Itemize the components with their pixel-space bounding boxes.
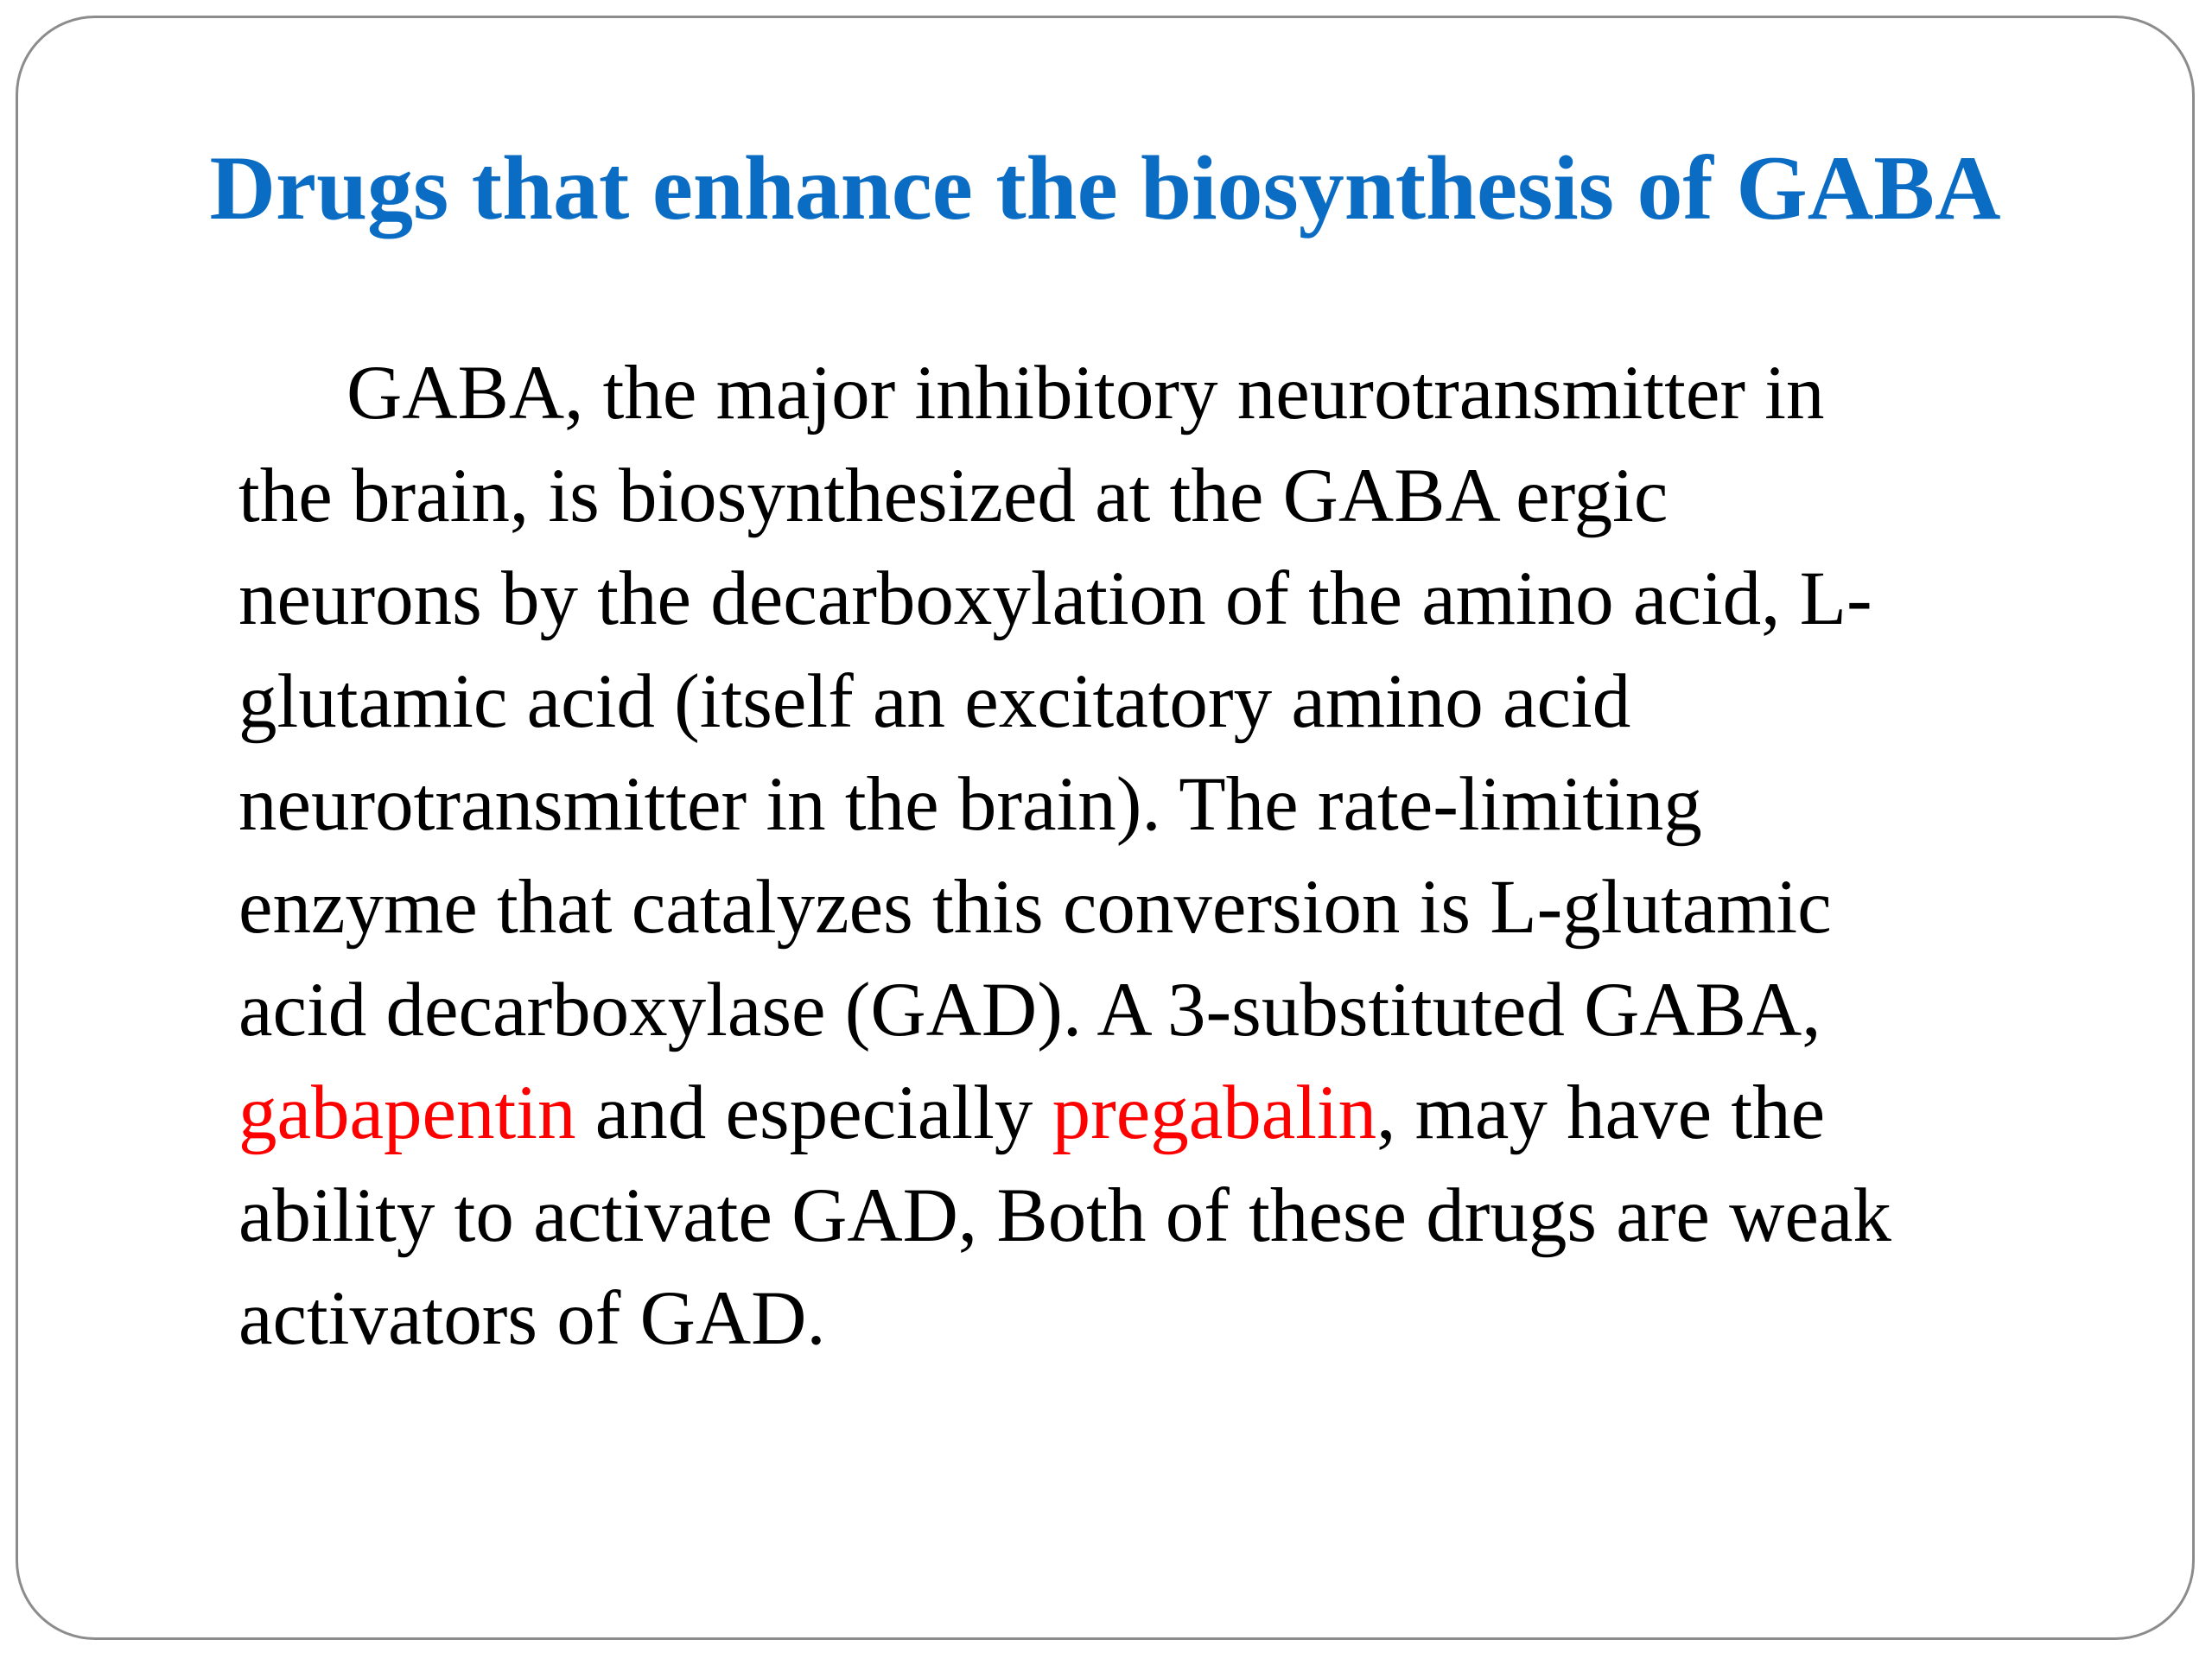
- paragraph-line: enzyme that catalyzes this conversion is L-glutamic: [238, 865, 1832, 950]
- paragraph-line: glutamic acid (itself an excitatory amino acid: [238, 659, 1631, 744]
- paragraph-line: neurotransmitter in the brain). The rate-limiting: [238, 762, 1702, 847]
- slide-frame: [16, 16, 2195, 1640]
- paragraph-line: activators of GAD.: [238, 1276, 826, 1361]
- body-paragraph: [238, 342, 2122, 1370]
- paragraph-line: the brain, is biosynthesized at the GABA ergic: [238, 454, 1669, 538]
- paragraph-line: GABA, the major inhibitory neurotransmitter in: [346, 351, 1825, 435]
- paragraph-text: , may have the: [1376, 1071, 1826, 1155]
- slide-title: Drugs that enhance the biosynthesis of GABA: [209, 137, 2001, 238]
- paragraph-text: and especially: [575, 1071, 1052, 1155]
- paragraph-line: ability to activate GAD, Both of these drugs are weak: [238, 1173, 1891, 1258]
- paragraph-line: neurons by the decarboxylation of the amino acid, L-: [238, 556, 1872, 641]
- paragraph-line-drugs: [238, 1062, 2122, 1165]
- drug-name-pregabalin: pregabalin: [1052, 1071, 1377, 1155]
- paragraph-line: acid decarboxylase (GAD). A 3-substituted GABA,: [238, 968, 1821, 1052]
- drug-name-gabapentin: gabapentin: [238, 1071, 576, 1155]
